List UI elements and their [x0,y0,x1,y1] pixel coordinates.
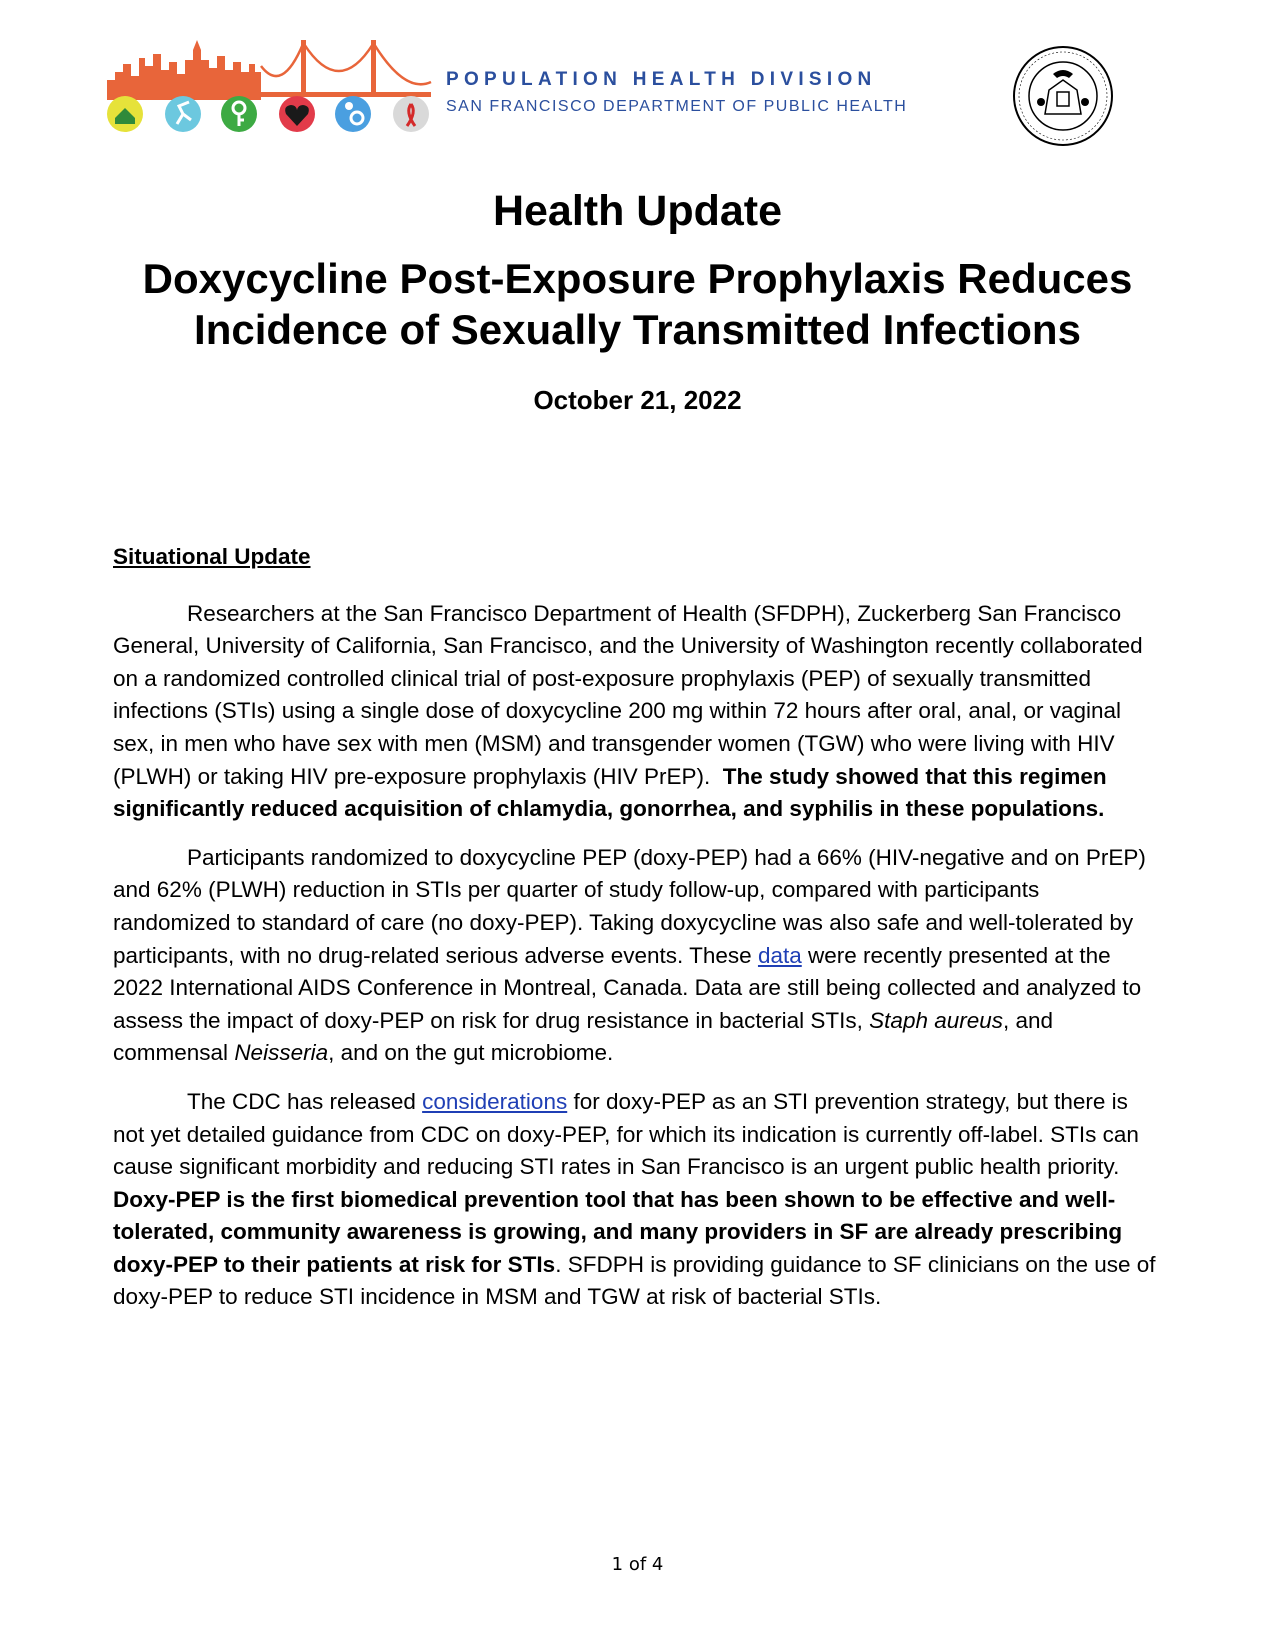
page-number: 1 of 4 [611,1554,664,1575]
paragraph-text: . SFDPH is providing guidance to SF clinicians on the use of doxy-PEP to reduce STI incidence in MSM and TGW at risk of bacterial STIs. [113,1251,1156,1310]
paragraph-text: The CDC has released [187,1088,416,1114]
ribbon-icon [393,96,429,132]
letterhead [105,36,1135,146]
paragraph-guidance [113,1086,1163,1314]
title-block [100,186,1175,416]
key-icon [221,96,257,132]
document-body [113,541,1163,1330]
section-heading: Situational Update [113,544,311,569]
data-link[interactable]: data [757,942,802,968]
paragraph-results [113,842,1163,1070]
document-title: Doxycycline Post-Exposure Prophylaxis Reduces Incidence of Sexually Transmitted Infections [142,255,1133,353]
paragraph-text: for doxy-PEP as an STI prevention strategy, but there is not yet detailed guidance from CDC on doxy-PEP, for which its indication is currently off-label. STIs can cause significant morbidity and reducing STI rates in San Francisco is an urgent public health priority. [113,1088,1139,1180]
runner-icon [165,96,201,132]
city-county-san-francisco-seal-icon [1011,44,1115,148]
key-finding: The study showed that this regimen significantly reduced acquisition of chlamydia, gonorrhea, and syphilis in these populations. [113,763,1107,822]
division-name: POPULATION HEALTH DIVISION [446,69,877,90]
considerations-link[interactable]: considerations [422,1088,568,1114]
paragraph-text: Researchers at the San Francisco Department of Health (SFDPH), Zuckerberg San Francisco General, University of California, San Francisco, and the University of Washington recently collaborated on a randomized controlled clinical trial of post-exposure prophylaxis (PEP) of sexually transmitted infections (STIs) using a single dose of doxycycline 200 mg within 72 hours after oral, anal, or vaginal sex, in men who have sex with men (MSM) and transgender women (TGW) who were living with HIV (PLWH) or taking HIV pre-exposure prophylaxis (HIV PrEP). [113,600,1143,789]
population-health-logo [105,36,435,140]
heart-icon [279,96,315,132]
home-icon [107,96,143,132]
document-type: Health Update [492,187,783,235]
division-text [446,69,946,116]
organism-name: Neisseria [234,1040,329,1066]
skyline-icon [107,40,431,100]
paragraph-text: were recently presented at the 2022 International AIDS Conference in Montreal, Canada. Data are still being collected and analyzed to assess the impact of doxy-PEP on risk for drug resistance in bacterial STIs, [113,942,1142,1033]
document-date: October 21, 2022 [533,385,742,415]
mother-child-icon [335,96,371,132]
paragraph-research [113,598,1163,826]
paragraph-text: Participants randomized to doxycycline PEP (doxy-PEP) had a 66% (HIV-negative and on PrEP) and 62% (PLWH) reduction in STIs per quarter of study follow-up, compared with participants randomized to standard of care (no doxy-PEP). Taking doxycycline was also safe and well-tolerated by participants, with no drug-related serious adverse events. These [113,844,1146,968]
paragraph-text: , and on the gut microbiome. [328,1040,614,1066]
paragraph-text: , and commensal [113,1007,1054,1066]
department-name: SAN FRANCISCO DEPARTMENT OF PUBLIC HEALTH [446,98,908,115]
key-finding: Doxy-PEP is the first biomedical prevention tool that has been shown to be effective and well-tolerated, community awareness is growing, and many providers in SF are already prescribing doxy-PEP to their patients at risk for STIs [113,1186,1123,1277]
organism-name: Staph aureus [869,1007,1004,1033]
